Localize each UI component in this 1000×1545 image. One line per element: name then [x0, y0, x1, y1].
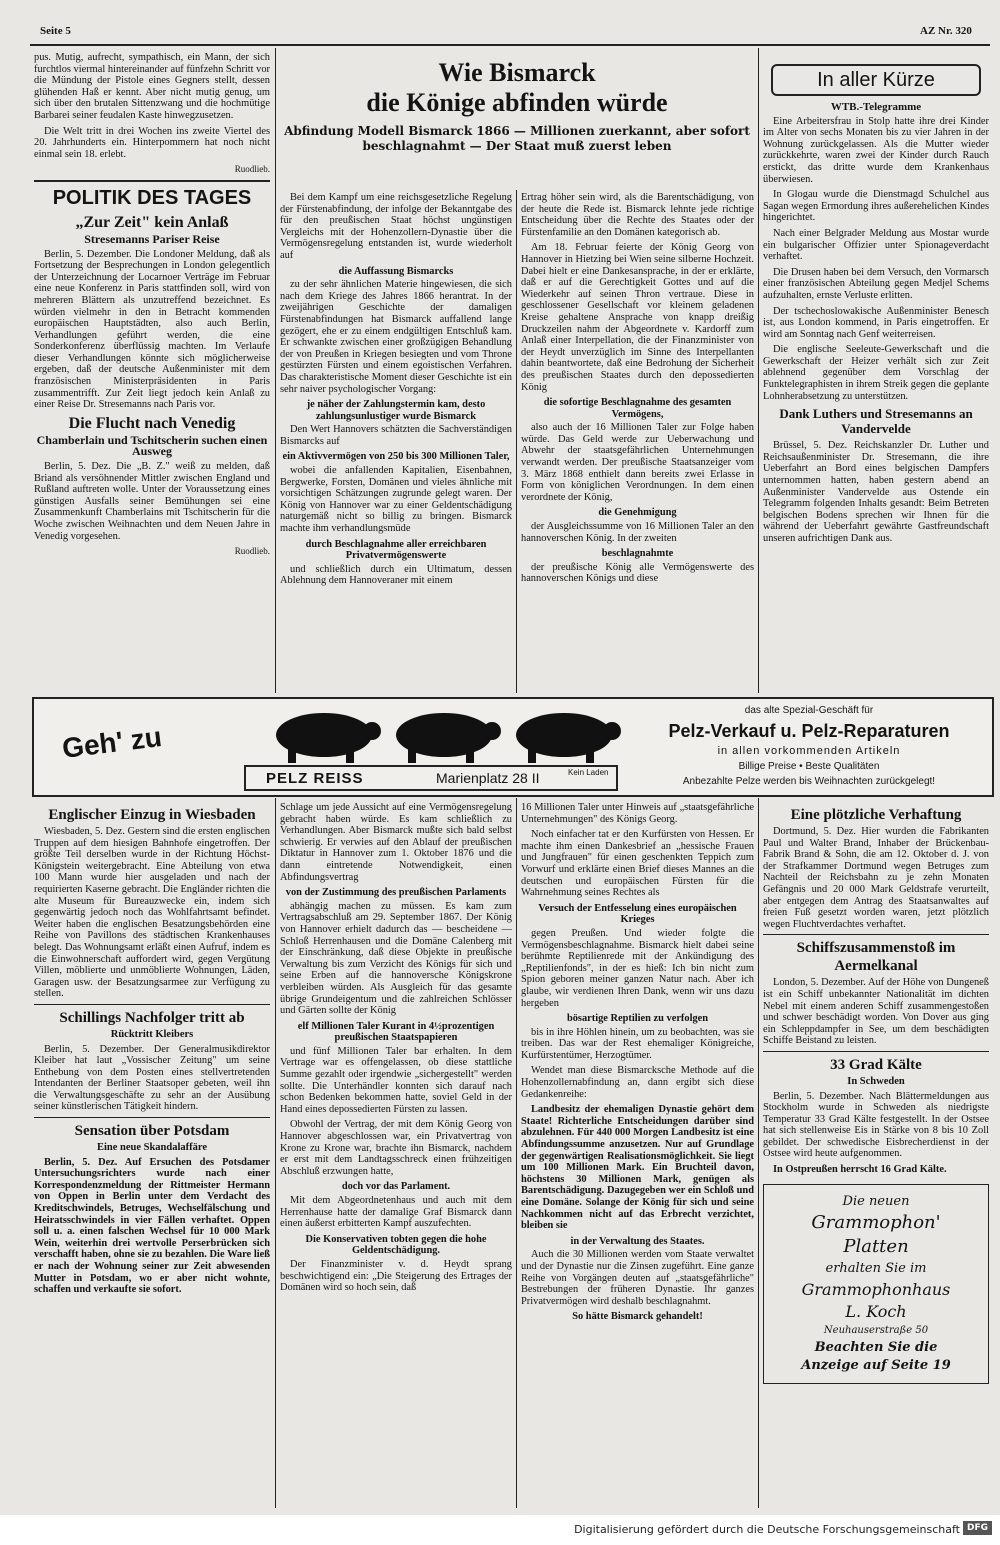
article-text: Obwohl der Vertrag, der mit dem König Georg von Hannover abgeschlossen war, ein Privatvertrag von Krone zu Krone war, brachte ihn Bismarck, nachdem er erst mit dem Landtagsschreck einen frühzeitigen Abschluß erzwungen hatte,	[280, 1119, 512, 1177]
ad-text: erhalten Sie im	[825, 1260, 927, 1276]
main-article-col-2	[280, 192, 512, 692]
bear-leg-icon	[466, 749, 474, 763]
bear-head-icon	[603, 722, 621, 740]
wtb-label: WTB.-Telegramme	[830, 101, 922, 113]
news-item: Die englische Seeleute-Gewerkschaft und die Gewerkschaft der Heizer verhält sich zur Zeit ablehnend gegenüber dem Vorschlag der Funktelegraphisten in ihrem Streik gegen die geplante Lohnherabsetzung zu unterstützen.	[763, 344, 989, 402]
article-text: bis in ihre Höhlen hinein, um zu beobachten, was sie treiben. Das war der Rest ehemaliger Königreiche, Kurfürstentümer, Herzogtümer.	[521, 1026, 754, 1061]
news-item: Nach einer Belgrader Meldung aus Mostar wurde ein bulgarischer Offizier unter Spionageverdacht verhaftet.	[763, 227, 989, 263]
headline-line-2: die Könige abfinden würde	[366, 88, 668, 117]
article-text: In Ostpreußen herrscht 16 Grad Kälte.	[773, 1164, 947, 1176]
column-divider	[275, 798, 276, 1508]
headline: Sensation über Potsdam	[74, 1123, 230, 1140]
article-text: Brüssel, 5. Dez. Reichskanzler Dr. Luther und Reichsaußenminister Dr. Stresemann, die ihre Ueberfahrt an Bord eines belgischen Dampfers unternommen hatten, haben gestern abend an Außenminister Vandervelde aus Ostende ein Telegramm folgenden Inhalts gesandt: Beim Betreten belgischen Bodens sprechen wir Ihnen für die während der Ueberfahrt gewährte Gastfreundschaft unseren aufrichtigen Dank aus.	[763, 440, 989, 544]
article-text: Am 18. Februar feierte der König Georg von Hannover in Hietzing bei Wien seine silberne Hochzeit. Dabei hielt er eine Dankesansprache, in der er erklärte, daß er auf die Gerechtigkeit Gottes und auf die Wiederkehr auf seinen Thron vertraue. Diese in geschlossener Gesellschaft vor kleinem geladenen Kreise gehaltene Ansprache von knapp dreißig Druckzeilen nahm der Abgeordnete v. Kardorff zum Anlaß einer Interpellation, die der Finanzminister von der Heydt unverzüglich im Sinne des Interpellanten dahin beantwortete, daß eine Bedrohung der Sicherheit des preußischen Staates durch den depossedierten König	[521, 242, 754, 393]
ad-text: Platten	[843, 1235, 909, 1257]
digitization-footer	[0, 1515, 1000, 1545]
subhead: Versuch der Entfesselung eines europäischen Krieges	[538, 902, 737, 926]
subheadline: Eine neue Skandalaffäre	[96, 1142, 208, 1154]
bear-leg-icon	[408, 749, 416, 763]
shop-name: PELZ REISS	[266, 770, 364, 787]
ad-text: Die neuen	[842, 1193, 910, 1209]
column-kuerze	[763, 52, 989, 692]
subhead: doch vor das Parlament.	[341, 1181, 451, 1193]
article-text: Bei dem Kampf um eine reichsgesetzliche Regelung der Fürstenabfindung, der infolge der Bekanntgabe des für den preußischen Staat höchst ungünstigen Vergleichs mit der Hohenzollern-Dynastie über die Vermögensregelung entstanden ist, wurde wiederholt auf	[280, 192, 512, 261]
headline: Schiffszusammenstoß im Aermelkanal	[796, 940, 956, 975]
ad-slogan: Geh' zu	[60, 721, 164, 764]
ad-text: L. Koch	[845, 1301, 907, 1321]
column-lower-1	[34, 802, 270, 1508]
article-text: Schlage um jede Aussicht auf eine Vermögensregelung gebracht haben würde. Es kam schließlich zu Verhandlungen. Aber Bismarck mußte sich bald selbst schwierig. Er verwies auf den Ablauf der preußischen Diktatur in Hannover zum 1. Oktober 1876 und die dann eintretende Notwendigkeit, einen Abfindungsvertrag	[280, 802, 512, 883]
fur-advertisement	[32, 697, 994, 797]
kuerze-box	[771, 64, 981, 96]
headline: Dank Luthers und Stresemanns an Vandervelde	[779, 406, 973, 437]
article-text: also auch der 16 Millionen Taler zur Folge haben würde. Das Geld werde zur Ueberwachung und Abwehr der staatsgefährlichen Unternehmungen verwandt werden. Der preußische Staatsanzeiger vom 3. März 1868 enthielt dann bereits zwei Erlasse in Form von königlichen Verordnungen. In dem einen verordnete der König,	[521, 422, 754, 503]
article-text: Den Wert Hannovers schätzten die Sachverständigen Bismarcks auf	[280, 424, 512, 447]
gramophone-advertisement	[763, 1184, 989, 1384]
bear-head-icon	[363, 722, 381, 740]
article-text: Auch die 30 Millionen werden vom Staate verwaltet und der Dynastie nur die Zinsen zugeführt. Eine ganze Reihe von Vorgängen deuten auf „staatsgefährliche" Bestrebungen der früheren Dynastie. Ihr ganzes Privatvermögen wird deshalb beschlagnahmt.	[521, 1249, 754, 1307]
ad-text: Grammophon'	[811, 1211, 941, 1233]
main-headline	[280, 58, 754, 157]
article-tail-text: pus. Mutig, aufrecht, sympathisch, ein Mann, der sich furchtlos viermal hintereinander auf fünfzehn Schritt vor die Mündung der Pistole eines Gegners stellt, dessen glühenden Haß er kennt. Aber nicht mutig genug, um sich über den brutalen Sittenzwang und die hochmütige Barbarei seiner feudalen Kaste hinwegzusetzen.	[34, 52, 270, 121]
subhead: von der Zustimmung des preußischen Parlaments	[285, 887, 507, 899]
subhead: die Genehmigung	[598, 507, 677, 519]
column-divider	[758, 798, 759, 1508]
section-title: POLITIK DES TAGES	[52, 186, 252, 209]
bear-leg-icon	[346, 749, 354, 763]
ad-text: Beachten Sie die	[814, 1339, 938, 1355]
bear-illustration	[264, 705, 624, 765]
subhead: ein Aktivvermögen von 250 bis 300 Millionen Taler,	[282, 451, 510, 463]
article-text: und schließlich durch ein Ultimatum, dessen Ablehnung dem Hannoveraner mit einem	[280, 563, 512, 587]
news-item: In Glogau wurde die Dienstmagd Schulchel aus Sagan wegen Ermordung ihres außerehelichen Kindes hingerichtet.	[763, 189, 989, 224]
ad-line-3: Billige Preise • Beste Qualitäten	[738, 761, 880, 772]
headline-line-1: Wie Bismarck	[438, 58, 596, 87]
column-divider	[516, 798, 517, 1508]
bear-leg-icon	[586, 749, 594, 763]
subhead: elf Millionen Taler Kurant in 4½prozentigen preußischen Staatspapieren	[297, 1020, 495, 1044]
article-text: Noch einfacher tat er den Kurfürsten von Hessen. Er machte ihm einen Dankesbrief an „hessische Frauen und Jungfrauen" für einen geschenkten Teppich zum Vorwurf und erklärte einen Brief dieses Mannes an die deutschen und europäischen Fürsten für die Wahrnehmung seines Rechtes als	[521, 829, 754, 899]
article-text: Landbesitz der ehemaligen Dynastie gehört dem Staate! Richterliche Entscheidungen darüber sind abzulehnen. Für 440 000 Morgen Landbesitz ist eine Abfindungssumme anzusetzen. Nur auf Grundlage der gegenwärtigen Realisationsmöglichkeit. Sie liegt um 100 Millionen Mark. Ein Bruchteil davon, höchstens 30 Millionen Mark, genügen als Barentschädigung. Dazugegeben wer ein Schloß und eine Domäne. Solange der König für sich und seine Nachkommen nicht auf das Erbrecht verzichtet, bleiben sie	[521, 1104, 754, 1232]
shop-banner	[244, 765, 618, 791]
column-divider	[516, 190, 517, 693]
article-tail-text: Die Welt tritt in drei Wochen ins zweite Viertel des 20. Jahrhunderts ein. Hinterpommern hat noch nicht einmal sein 18. erlebt.	[34, 125, 270, 160]
article-text: Mit dem Abgeordnetenhaus und auch mit dem Herrenhause hatte der damalige Graf Bismarck dann einen äußerst erbitterten Kampf auszufechten.	[280, 1195, 512, 1230]
subhead: die Auffassung Bismarcks	[338, 265, 454, 277]
article-closing: So hätte Bismarck gehandelt!	[572, 1311, 703, 1323]
article-text: Berlin, 5. Dez. Auf Ersuchen des Potsdamer Untersuchungsrichters wurde nach einer Korrespondenzmeldung der Rittmeister Hermann von Oppen in Berlin unter dem Verdacht des Kreditschwindels, Betruges, Wechselfälschung und Heiratsschwindels in vier Fällen verhaftet. Oppen soll u. a. einen falschen Wechsel für 10 000 Mark Wein, weiterhin drei wertvolle Perserbrücken sich verschafft haben, ohne sie zu bezahlen. Die Ware ließ er nach der Wohnung seiner zur Zeit abwesenden Mutter in Potsdam, wo er aber nicht wohnte, schaffen und verkaufte sie sofort.	[34, 1156, 270, 1296]
article-text: zu der sehr ähnlichen Materie hingewiesen, die sich nach dem Kriege des Jahres 1866 herantrat. In der zweijährigen Geschichte der damaligen Fürstenabfindungen hat Bismarck auffallend lange gezögert, ehe er zu einem endgültigen Entschluß kam. Er schwankte zwischen einer großzügigen Behandlung der von Preußen in Kriegen besiegten und vom Throne gestürzten Fürsten und einem egoistischen Verfahren. Das charakteristische Moment dieser Geschichte ist ein sehr naiver psychologischer Vorgang:	[280, 279, 512, 395]
subhead: bösartige Reptilien zu verfolgen	[566, 1013, 709, 1025]
column-lower-4	[763, 802, 989, 1508]
article-text: Berlin, 5. Dezember. Der Generalmusikdirektor Kleiber hat laut „Vossischer Zeitung" um seine Enthebung von dem Posten eines stellvertretenden Intendanten der Berliner Staatsoper gebeten, weil ihn die Verwaltungsgeschäfte zu sehr an der Ausübung seiner künstlerischen Tätigkeit hindern.	[34, 1043, 270, 1113]
article-text: Ertrag höher sein wird, als die Barentschädigung, von der heute die Rede ist. Bismarck lehnte jede richtige Entscheidung über die Rechte des Staates oder der Fürstenfamilie an den Domänen kategorisch ab.	[521, 192, 754, 238]
subheadline: In Schweden	[847, 1075, 905, 1087]
ad-line-4: Anbezahlte Pelze werden bis Weihnachten zurückgelegt!	[682, 776, 936, 787]
column-divider	[275, 48, 276, 693]
headline: Schillings Nachfolger tritt ab	[59, 1009, 245, 1026]
deck: Abfindung Modell Bismarck 1866 — Millionen zuerkannt, aber sofort beschlagnahmt — Der Staat muß zuerst leben	[284, 124, 750, 153]
article-text: Der Finanzminister v. d. Heydt sprang beschwichtigend ein: „Die Steigerung des Ertrages der Domänen wird so hoch sein, daß	[280, 1258, 512, 1294]
article-text: der Ausgleichssumme von 16 Millionen Taler an den hannoverschen König. In der zweiten	[521, 521, 754, 544]
page-number: Seite 5	[40, 25, 71, 37]
article-text: abhängig machen zu müssen. Es kam zum Vertragsabschluß am 29. September 1867. Der König von Hannover erhielt dadurch das — bescheidene — Schloß Herrenhausen und die Domäne Calenberg mit der Einschränkung, daß diese Objekte in preußische Verwaltung bis zum Verzicht des Königs für sich und seine Erben auf die hannoversche Königskrone verbleiben würden. Als Ausgleich für das gesamte übrige Grundeigentum und die zahlreichen Schlösser und Gärten sollte der König	[280, 900, 512, 1017]
separator	[34, 1004, 270, 1005]
article-text: Berlin, 5. Dezember. Nach Blättermeldungen aus Stockholm wurde in Schweden als niedrigste Temperatur 33 Grad Kälte festgestellt. In der Ostsee hat sich stellenweise Eis in Stärke von 8 bis 10 Zoll gebildet. Der schwedische Eisbrecherdienst in der Ostsee wird heute aufgenommen.	[763, 1090, 989, 1160]
bear-head-icon	[483, 722, 501, 740]
subheadline: Rücktritt Kleibers	[110, 1028, 194, 1040]
headline: 33 Grad Kälte	[830, 1056, 922, 1073]
signature: Ruodlieb.	[234, 546, 270, 557]
issue-number: AZ Nr. 320	[920, 25, 972, 37]
article-text: gegen Preußen. Und wieder folgte die Vermögensbeschlagnahme. Bismarck hielt dabei seine berühmte Reptilienrede mit der Ankündigung des „Reptilienfonds", in der es hieß: Ich bin nicht zum Spion geboren meiner ganzen Natur nach. Aber ich glaube, wir verdienen Ihren Dank, wenn wir uns dazu hergeben	[521, 927, 754, 1009]
separator	[763, 934, 989, 935]
article-text: Wendet man diese Bismarcksche Methode auf die Hohenzollernabfindung an, dann ergibt sich diese Gedankenreihe:	[521, 1065, 754, 1100]
separator	[34, 180, 270, 182]
article-text: 16 Millionen Taler unter Hinweis auf „staatsgefährliche Unternehmungen" des Königs Georg.	[521, 802, 754, 825]
subhead: in der Verwaltung des Staates.	[570, 1235, 705, 1247]
main-article-col-3-continued	[521, 802, 754, 1508]
news-item: Eine Arbeitersfrau in Stolp hatte ihre drei Kinder im Alter von sechs Monaten bis zu vier Jahren in der Wohnung zurückgelassen. Als die Mutter wieder zurückkehrte, waren zwei der Kinder durch Rauch erstickt, das dritte wurde dem Krankenhaus überwiesen.	[763, 115, 989, 185]
subheadline: Chamberlain und Tschitscherin suchen einen Ausweg	[36, 432, 268, 459]
headline: „Zur Zeit" kein Anlaß	[75, 213, 229, 231]
subheadline: Stresemanns Pariser Reise	[84, 231, 220, 246]
subhead: je näher der Zahlungstermin kam, desto zahlungsunlustiger wurde Bismarck	[306, 399, 486, 422]
subhead: Die Konservativen tobten gegen die hohe Geldentschädigung.	[305, 1233, 487, 1257]
header-rule	[30, 44, 990, 46]
news-item: Die Drusen haben bei dem Versuch, den Vormarsch einer französischen Abteilung gegen Medjel Schems aufzuhalten, ernste Verluste erlitten.	[763, 266, 989, 301]
article-text: London, 5. Dezember. Auf der Höhe von Dungeneß ist ein Schiff unbekannter Nationalität im dichten Nebel mit einem anderen Schiff zusammengestoßen und schwer beschädigt worden. Von Dover aus ging ein Schleppdampfer in See, um dem beschädigten Schiffe Beistand zu leisten.	[763, 977, 989, 1047]
ad-text: Anzeige auf Seite 19	[801, 1357, 951, 1373]
headline: Englischer Einzug in Wiesbaden	[48, 807, 256, 823]
article-text: Berlin, 5. Dez. Die „B. Z." weiß zu melden, daß Briand als versöhnender Mittler zwischen England und Rußland auftreten wolle. Unter der Voraussetzung eines günstigen Ausfalls seiner Bemühungen sei eine Zusammenkunft Chamberlains mit Tschitscherin für die Woche zwischen Weihnachten und dem Neuen Jahre in Venedig vorgesehen.	[34, 461, 270, 542]
column-politik	[34, 52, 270, 692]
ad-headline: Pelz-Verkauf u. Pelz-Reparaturen	[668, 721, 950, 741]
footer-text: Digitalisierung gefördert durch die Deutsche Forschungsgemeinschaft	[574, 1523, 960, 1536]
column-divider	[758, 48, 759, 693]
article-text: und fünf Millionen Taler bar erhalten. In dem Vertrage war es offengelassen, ob diese stattliche Summe gezahlt oder irgendwie „sichergestellt" werden sollte. Die Unterhändler konnten sich darauf nach schon Bedenken bekommen hatte, soviel Geld in der Hand eines depossedierten Fürsten zu lassen.	[280, 1045, 512, 1115]
signature: Ruodlieb.	[234, 164, 270, 175]
article-text: wobei die anfallenden Kapitalien, Eisenbahnen, Bergwerke, Forsten, Domänen und vieles ähnliche mit vorsichtigen Schätzungen zugrunde gelegt waren. Der König von Hannover war zu einer Geldentschädigung naturgemäß nicht so billig zu bringen. Bismarck machte ihm verhandlungsmüde	[280, 465, 512, 535]
article-text: Wiesbaden, 5. Dez. Gestern sind die ersten englischen Truppen auf dem hiesigen Bahnhofe eingetroffen. Der größte Teil derselben wurde in der Richtung Höchst-Königstein weitergebracht. Eine Abteilung von etwa 100 Mann wurde hier ausgeladen und nach der requirierten Kaserne gebracht. Die Engländer richten die alte Museum für Bureauzwecke ein, indem sich gegenwärtig jedoch noch das Wohlfahrtsamt befindet. Weiter haben die englischen Besatzungsbehörden eine Reihe von Pavillons des städtischen Krankenhauses belegt. Das Wohnungsamt erläßt einen Aufruf, indem es die Einwohnerschaft auffordert wird, gegen Vergütung Villen, möblierte und unmöblierte Wohnungen, Läden, Garagen usw. der Besatzungsarmee zur Verfügung zu stellen.	[34, 826, 270, 1000]
article-text: der preußische König alle Vermögenswerte des hannoverschen Königs und diese	[521, 561, 754, 585]
headline: Die Flucht nach Venedig	[68, 414, 236, 432]
article-text: Berlin, 5. Dezember. Die Londoner Meldung, daß als Fortsetzung der Besprechungen in London gelegentlich der Unterzeichnung der Locarnoer Verträge im Februar eine neue Konferenz in Paris stattfinden soll, wird von mehreren Blättern als unzutreffend bezeichnet. Es würden vielmehr in den in Betracht kommenden europäischen Hauptstädten, also auch Berlin, Verhandlungen geführt werden, die eine Sonderkonferenz überflüssig machten. Im Verlaufe dieser Verhandlungen könnte sich möglicherweise ergeben, daß der deutsche Außenminister mit dem französischen Ministerpräsidenten in Paris zusammentrifft. Zur Zeit liegt jedoch kein Anlaß zu einer Reise Dr. Stresemanns nach Paris vor.	[34, 248, 270, 411]
separator	[34, 1117, 270, 1118]
ad-text: Neuhauserstraße 50	[823, 1324, 929, 1336]
ad-line-2: in allen vorkommenden Artikeln	[717, 745, 901, 757]
shop-address: Marienplatz 28 II	[436, 770, 540, 786]
subhead: durch Beschlagnahme aller erreichbaren Privatvermögenswerte	[305, 538, 487, 562]
no-store-note: Kein Laden	[568, 768, 609, 777]
ad-text: Grammophonhaus	[801, 1279, 951, 1299]
article-text: Dortmund, 5. Dez. Hier wurden die Fabrikanten Paul und Walter Brand, Inhaber der Brückenbau-Fabrik Brand & Sohn, die am 12. Oktober d. J. von der Strafkammer Dortmund wegen Betruges zum Nachteil der Reichsbahn zu je zehn Monaten Gefängnis und 20 000 Mark Geldstrafe verurteilt, aber entgegen dem Antrag des Staatsanwaltes auf freien Fuß gesetzt worden waren, jetzt plötzlich wegen Fluchtverdachtes verhaftet.	[763, 826, 989, 930]
bear-leg-icon	[528, 749, 536, 763]
headline: Eine plötzliche Verhaftung	[790, 807, 962, 823]
separator	[763, 1051, 989, 1052]
main-article-col-3	[521, 192, 754, 692]
bear-leg-icon	[288, 749, 296, 763]
ad-line-1: das alte Spezial-Geschäft für	[744, 705, 874, 716]
subhead: die sofortige Beschlagnahme des gesamten Vermögens,	[543, 397, 732, 420]
news-item: Der tschechoslowakische Außenminister Benesch ist, aus London kommend, in Paris eingetroffen. Er wird am Sonntag nach Genf weiterreisen.	[763, 305, 989, 340]
kuerze-title: In aller Kürze	[817, 69, 935, 91]
main-article-col-2-continued	[280, 802, 512, 1508]
dfg-logo-icon: DFG	[963, 1521, 992, 1535]
subhead: beschlagnahmte	[601, 548, 674, 560]
